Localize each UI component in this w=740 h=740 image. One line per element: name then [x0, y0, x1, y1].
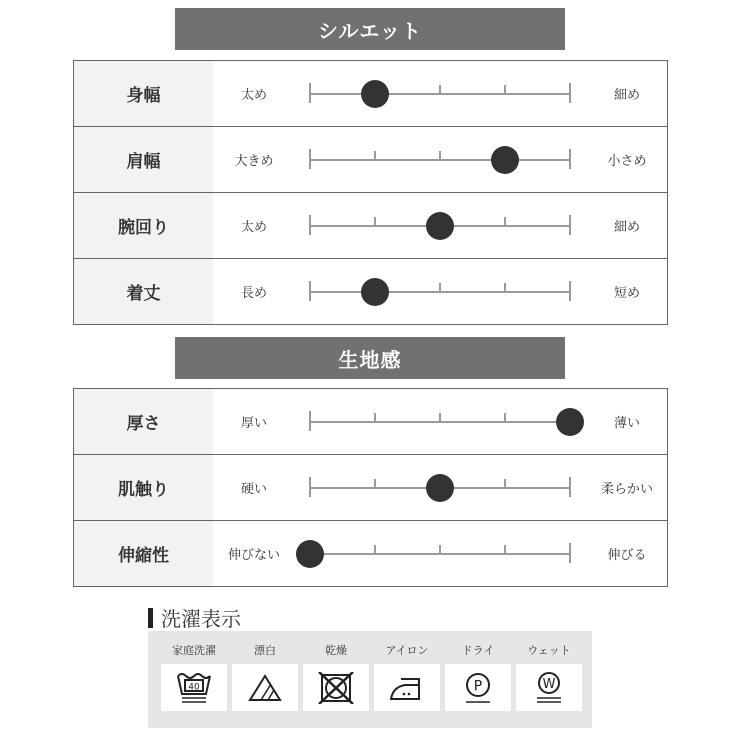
row-label: 身幅: [74, 61, 213, 126]
wash-tub-40-icon: [161, 664, 227, 711]
wet-clean-letter: W: [542, 676, 556, 692]
scale-indicator: [296, 540, 324, 568]
scale-tick: [309, 411, 311, 431]
scale-left-label: 硬い: [240, 482, 267, 497]
scale-tick: [374, 151, 376, 161]
scale-indicator: [556, 408, 584, 436]
scale-left-label: 長め: [240, 286, 267, 301]
washing-title-text: 洗濯表示: [161, 607, 241, 631]
scale-tick: [504, 283, 506, 293]
scale-tick: [374, 479, 376, 489]
row-label: 厚さ: [74, 389, 213, 454]
row-label: 伸縮性: [74, 521, 213, 586]
scale-tick: [439, 413, 441, 423]
scale-tick: [374, 545, 376, 555]
scale-row: [74, 455, 667, 521]
scale-right-label: 薄い: [613, 416, 640, 431]
no-tumble-dry-icon: [303, 664, 369, 711]
scale-tick: [309, 149, 311, 169]
scale-tick: [309, 83, 311, 103]
scale-indicator: [426, 212, 454, 240]
scale-right-label: 小さめ: [607, 154, 647, 169]
silhouette-header: シルエット: [175, 8, 565, 50]
row-label: 肩幅: [74, 127, 213, 192]
scale-row: [74, 127, 667, 193]
texture-header: 生地感: [175, 337, 565, 379]
scale-left-label: 厚い: [240, 416, 267, 431]
scale-right-label: 伸びる: [607, 548, 647, 563]
scale-tick: [504, 545, 506, 555]
scale-right-label: 細め: [613, 88, 640, 103]
scale-tick: [569, 215, 571, 235]
scale-indicator: [491, 146, 519, 174]
scale-tick: [374, 413, 376, 423]
washing-panel: [148, 631, 592, 728]
scale-tick: [569, 543, 571, 563]
scale-indicator: [361, 80, 389, 108]
washing-item: [232, 631, 298, 711]
scale-left-label: 大きめ: [234, 154, 274, 169]
washing-label: アイロン: [385, 644, 429, 657]
row-label: 着丈: [74, 259, 213, 324]
scale-left-label: 伸びない: [227, 548, 280, 563]
silhouette-table: [73, 60, 668, 325]
wash-temp: 40: [188, 682, 200, 692]
scale-row: [74, 521, 667, 587]
washing-title: [148, 603, 241, 632]
scale-row: [74, 61, 667, 127]
washing-item: [516, 631, 582, 711]
scale-left-label: 太め: [240, 88, 267, 103]
scale-tick: [309, 477, 311, 497]
bleach-triangle-icon: [232, 664, 298, 711]
scale-tick: [309, 215, 311, 235]
scale-tick: [504, 217, 506, 227]
washing-item: [374, 631, 440, 711]
row-label: 肌触り: [74, 455, 213, 520]
washing-label: ウェット: [527, 644, 571, 657]
dry-clean-p-icon: [445, 664, 511, 711]
scale-left-label: 太め: [240, 220, 267, 235]
dry-clean-letter: P: [473, 678, 483, 694]
scale-tick: [439, 283, 441, 293]
washing-item: [303, 631, 369, 711]
wet-clean-w-icon: [516, 664, 582, 711]
scale-row: [74, 193, 667, 259]
washing-label: 漂白: [254, 644, 276, 657]
washing-label: ドライ: [461, 644, 495, 657]
scale-tick: [569, 149, 571, 169]
scale-indicator: [361, 278, 389, 306]
texture-table: [73, 388, 668, 587]
title-bar: [148, 608, 153, 628]
scale-tick: [504, 479, 506, 489]
scale-row: [74, 389, 667, 455]
row-label: 腕回り: [74, 193, 213, 258]
scale-tick: [569, 83, 571, 103]
scale-right-label: 細め: [613, 220, 640, 235]
scale-tick: [439, 85, 441, 95]
scale-tick: [439, 151, 441, 161]
scale-tick: [374, 217, 376, 227]
scale-tick: [309, 281, 311, 301]
washing-item: [161, 631, 227, 711]
washing-label: 乾燥: [325, 644, 347, 657]
scale-tick: [439, 545, 441, 555]
washing-label: 家庭洗濯: [172, 644, 216, 657]
scale-right-label: 短め: [613, 286, 640, 301]
scale-tick: [569, 281, 571, 301]
scale-right-label: 柔らかい: [600, 482, 653, 497]
washing-item: [445, 631, 511, 711]
scale-tick: [569, 477, 571, 497]
scale-tick: [504, 413, 506, 423]
scale-indicator: [426, 474, 454, 502]
scale-tick: [504, 85, 506, 95]
scale-row: [74, 259, 667, 325]
iron-medium-icon: [374, 664, 440, 711]
